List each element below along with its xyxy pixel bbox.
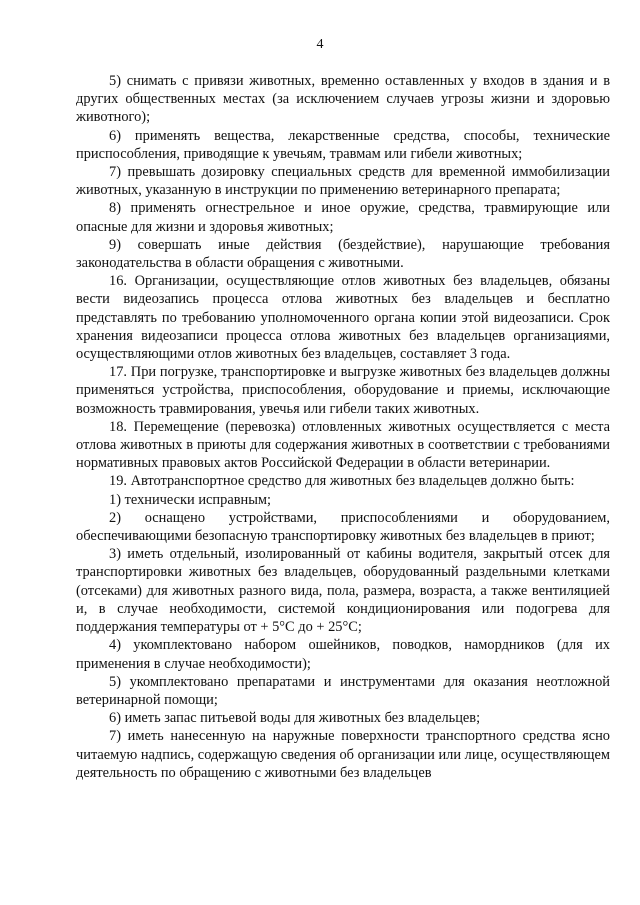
paragraph: 7) иметь нанесенную на наружные поверхности транспортного средства ясно читаемую надпись, содержащую сведения об организации или лице, осуществляющем деятельность по обращению с животными без владельцев <box>76 728 610 781</box>
paragraph: 6) применять вещества, лекарственные средства, способы, технические приспособления, приводящие к увечьям, травмам или гибели животных; <box>76 127 610 162</box>
paragraph: 1) технически исправным; <box>109 491 271 508</box>
paragraph: 5) снимать с привязи животных, временно оставленных у входов в здания и в других общественных местах (за исключением случаев угрозы жизни и здоровью животного); <box>76 73 610 126</box>
paragraph: 8) применять огнестрельное и иное оружие, средства, травмирующие или опасные для жизни и здоровья животных; <box>76 200 610 235</box>
paragraph: 16. Организации, осуществляющие отлов животных без владельцев, обязаны вести видеозапись процесса отлова животных без владельцев и бесплатно представлять по требованию уполномоченного органа копии этой видеозаписи. Срок хранения видеозаписи процесса отлова животных без владельцев организациями, осуществляющими отлов животных без владельцев, составляет 3 года. <box>76 273 610 363</box>
paragraph: 5) укомплектовано препаратами и инструментами для оказания неотложной ветеринарной помощи; <box>76 673 610 708</box>
paragraph: 9) совершать иные действия (бездействие), нарушающие требования законодательства в области обращения с животными. <box>76 236 610 272</box>
page-number: 4 <box>316 37 324 52</box>
paragraph: 7) превышать дозировку специальных средств для временной иммобилизации животных, указанную в инструкции по применению ветеринарного препарата; <box>76 164 610 199</box>
paragraph: 17. При погрузке, транспортировке и выгрузке животных без владельцев должны применяться устройства, приспособления, оборудование и приемы, исключающие возможность травмирования, увечья или гибели таких животных. <box>76 364 610 417</box>
paragraph: 6) иметь запас питьевой воды для животных без владельцев; <box>109 710 481 727</box>
paragraph: 3) иметь отдельный, изолированный от кабины водителя, закрытый отсек для транспортировки животных без владельцев, оборудованный раздельными клетками (отсеками) для животных разного вида, пола, размера, возраста, а также вентиляцией и, в случае необходимости, системой кондиционирования или подогрева для поддержания температуры от + 5°С до + 25°С; <box>76 546 610 636</box>
paragraph: 4) укомплектовано набором ошейников, поводков, намордников (для их применения в случае необходимости); <box>76 637 610 672</box>
paragraph: 2) оснащено устройствами, приспособлениями и оборудованием, обеспечивающими безопасную транспортировку животных без владельцев в приют; <box>76 509 610 545</box>
document-body <box>76 72 610 782</box>
paragraph: 19. Автотранспортное средство для животных без владельцев должно быть: <box>109 473 575 490</box>
paragraph: 18. Перемещение (перевозка) отловленных животных осуществляется с места отлова животных в приюты для содержания животных в соответствии с требованиями нормативных правовых актов Российской Федерации в области ветеринарии. <box>76 418 610 472</box>
